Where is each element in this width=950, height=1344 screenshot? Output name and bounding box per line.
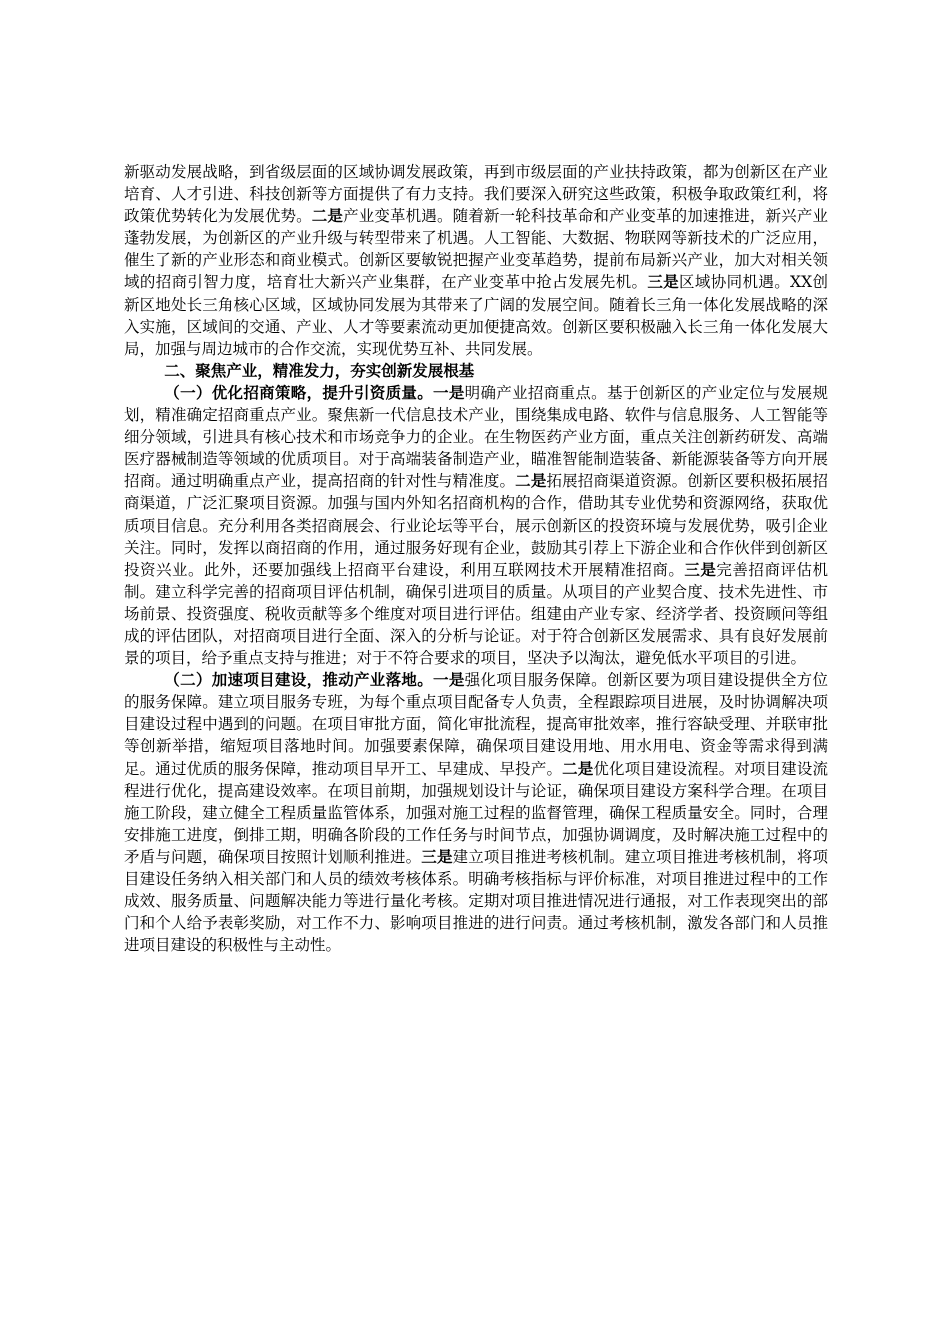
paragraph-text: 完善招商评估机制。建立科学完善的招商项目评估机制，确保引进项目的质量。从项目的产业契合度、技术先进性、市场前景、投资强度、税收贡献等多个维度对项目进行评估。组建由产业专家、经济学者、投资顾问等组成的评估团队，对招商项目进行全面、深入的分析与论证。对于符合创新区发展需求、具有良好发展前景的项目，给予重点支持与推进；对于不符合要求的项目，坚决予以淘汰，避免低水平项目的引进。 [124, 560, 828, 668]
paragraph-text: 新驱动发展战略，到省级层面的区域协调发展政策，再到市级层面的产业扶持政策，都为创新区在产业培育、人才引进、科技创新等方面提供了有力支持。我们要深入研究这些政策，积极争取政策红利，将政策优势转化为发展优势。 [124, 163, 828, 226]
emphasis-label: 三是 [421, 846, 453, 866]
paragraph-text: 建立项目推进考核机制。建立项目推进考核机制，将项目建设任务纳入相关部门和人员的绩效考核体系。明确考核指标与评价标准，对项目推进过程中的工作成效、服务质量、问题解决能力等进行量化考核。定期对项目推进情况进行通报，对工作表现突出的部门和个人给予表彰奖励，对工作不力、影响项目推进的进行问责。通过考核机制，激发各部门和人员推进项目建设的积极性与主动性。 [124, 847, 828, 955]
section-heading-text: 二、聚焦产业，精准发力，夯实创新发展根基 [164, 360, 475, 380]
emphasis-label: 一是 [433, 670, 465, 690]
emphasis-label: 三是 [684, 559, 717, 579]
paragraph-text: 明确产业招商重点。基于创新区的产业定位与发展规划，精准确定招商重点产业。聚焦新一代信息技术产业，围绕集成电路、软件与信息服务、人工智能等细分领域，引进具有核心技术和市场竞争力的企业。在生物医药产业方面，重点关注创新药研发、高端医疗器械制造等领域的优质项目。对于高端装备制造产业，瞄准智能制造装备、新能源装备等方向开展招商。通过明确重点产业，提高招商的针对性与精准度。 [124, 383, 828, 491]
emphasis-label: 三是 [647, 272, 680, 292]
paragraph-text: 拓展招商渠道资源。创新区要积极拓展招商渠道，广泛汇聚项目资源。加强与国内外知名招商机构的合作，借助其专业优势和资源网络，获取优质项目信息。充分利用各类招商展会、行业论坛等平台，展示创新区的投资环境与发展优势，吸引企业关注。同时，发挥以商招商的作用，通过服务好现有企业，鼓励其引荐上下游企业和合作伙伴到创新区投资兴业。此外，还要加强线上招商平台建设，利用互联网技术开展精准招商。 [124, 472, 828, 579]
document-page [124, 161, 828, 956]
emphasis-label: 二是 [311, 206, 344, 226]
paragraph-policy-opportunities [124, 161, 828, 360]
emphasis-label: 二是 [562, 758, 594, 778]
subsection-title: （二）加速项目建设，推动产业落地。 [164, 670, 434, 690]
section-heading [124, 360, 828, 382]
emphasis-label: 二是 [515, 471, 547, 491]
paragraph-text: 优化项目建设流程。对项目建设流程进行优化，提高建设效率。在项目前期，加强规划设计与论证，确保项目建设方案科学合理。在项目施工阶段，建立健全工程质量监管体系，加强对施工过程的监督管理，确保工程质量安全。同时，合理安排施工进度，倒排工期，明确各阶段的工作任务与时间节点，加强协调调度，及时解决施工过程中的矛盾与问题，确保项目按照计划顺利推进。 [124, 759, 828, 866]
subsection-title: （一）优化招商策略，提升引资质量。 [164, 382, 434, 402]
paragraph-text: 区域协同机遇。XX创新区地处长三角核心区域，区域协同发展为其带来了广阔的发展空间。随着长三角一体化发展战略的深入实施，区域间的交通、产业、人才等要素流动更加便捷高效。创新区要积极融入长三角一体化发展大局，加强与周边城市的合作交流，实现优势互补、共同发展。 [124, 273, 828, 358]
paragraph-project-construction [124, 669, 828, 956]
paragraph-text: 产业变革机遇。随着新一轮科技革命和产业变革的加速推进，新兴产业蓬勃发展，为创新区的产业升级与转型带来了机遇。人工智能、大数据、物联网等新技术的广泛应用，催生了新的产业形态和商业模式。创新区要敏锐把握产业变革趋势，提前布局新兴产业，加大对相关领域的招商引智力度，培育壮大新兴产业集群，在产业变革中抢占发展先机。 [124, 207, 828, 292]
emphasis-label: 一是 [433, 382, 465, 402]
paragraph-text: 强化项目服务保障。创新区要为项目建设提供全方位的服务保障。建立项目服务专班，为每个重点项目配备专人负责，全程跟踪项目进展，及时协调解决项目建设过程中遇到的问题。在项目审批方面，简化审批流程，提高审批效率，推行容缺受理、并联审批等创新举措，缩短项目落地时间。加强要素保障，确保项目建设用地、用水用电、资金等需求得到满足。通过优质的服务保障，推动项目早开工、早建成、早投产。 [124, 671, 828, 778]
paragraph-investment-strategy [124, 382, 828, 669]
